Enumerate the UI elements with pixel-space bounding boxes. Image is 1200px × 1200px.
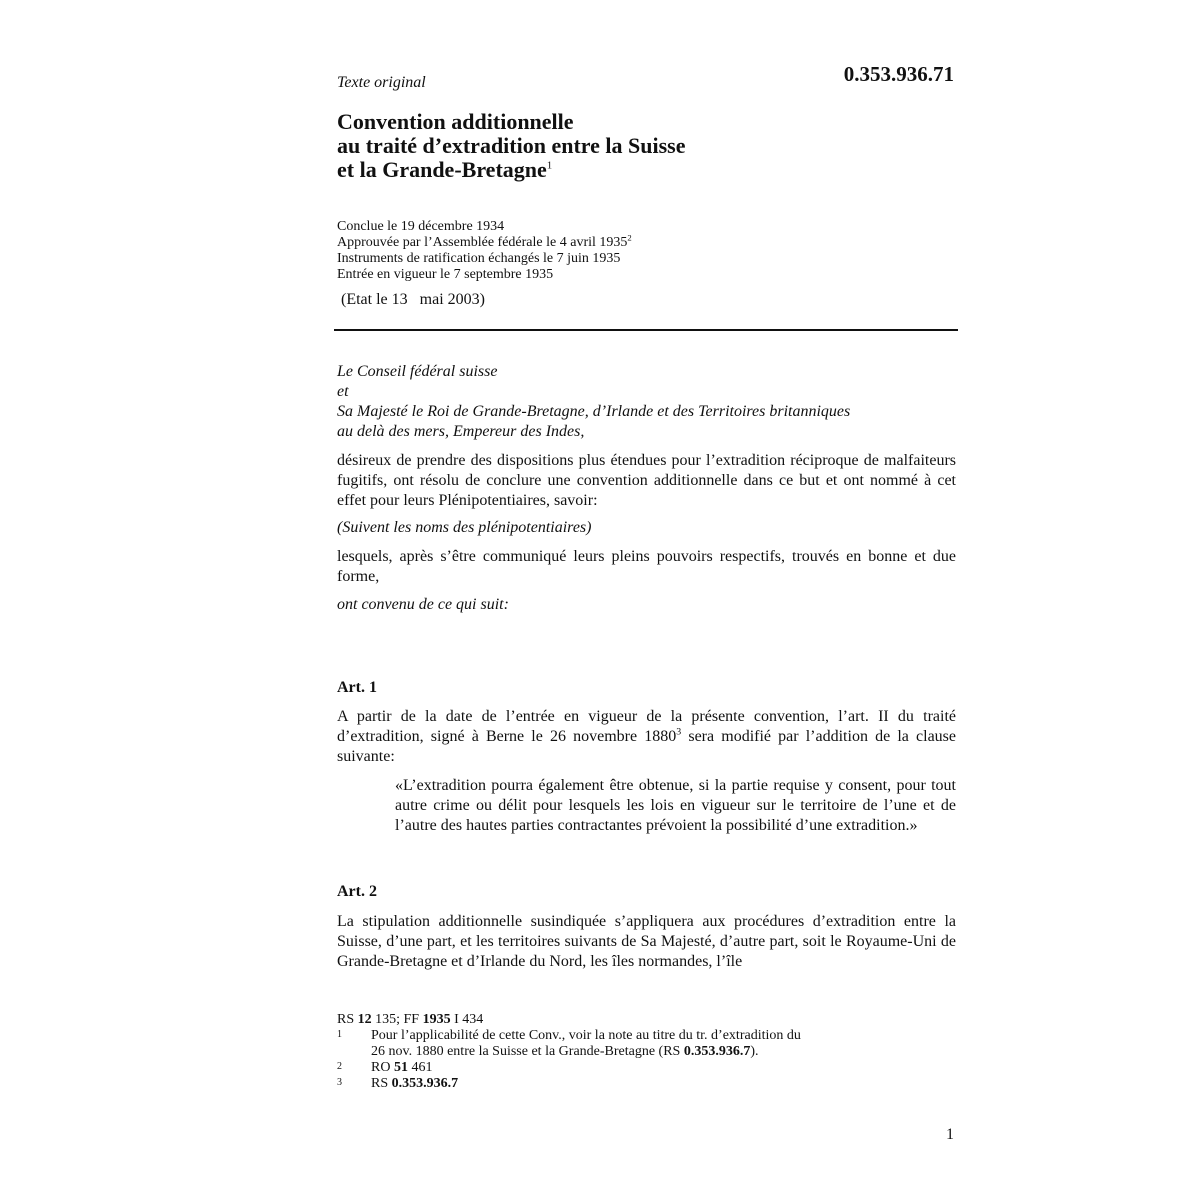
meta-instruments: Instruments de ratification échangés le 7 juin 1935 [337,251,621,266]
preamble-desireux: désireux de prendre des dispositions plus étendues pour l’extradition réciproque de malfaiteurs fugitifs, ont résolu de conclure une convention additionnelle dans ce but et ont nommé à cet effet pour leurs Plénipotentiaires, savoir: [337,452,956,509]
preamble-parties [337,362,956,442]
source-rs-volume: 12 [357,1012,372,1027]
article-1-quote: «L’extradition pourra également être obtenue, si la partie requise y consent, pour tout autre crime ou délit pour lesquels les lois en vigueur sur le territoire de l’une et de l’autre des hautes parties contractantes prévoient la possibilité d’une extradition.» [395,777,956,834]
footnote-3-number: 3 [337,1077,342,1088]
original-text-label: Texte original [337,74,426,91]
preamble-suivent: (Suivent les noms des plénipotentiaires) [337,519,592,536]
party-1: Le Conseil fédéral suisse [337,363,498,380]
footnote-1-text-a: Pour l’applicabilité de cette Conv., voir la note au titre du tr. d’extradition du [371,1028,801,1043]
source-rs-page: 135; FF [371,1012,423,1027]
article-1-text-a: A partir de la date de l’entrée en vigueur de la présente convention, l’art. II du traité d’extradition, signé à Berne le 26 novembre 1880 [337,708,956,745]
party-et: et [337,383,349,400]
footnote-3 [337,1076,897,1092]
footnote-2 [337,1060,897,1076]
treaty-metadata [337,219,632,283]
meta-approuvee: Approuvée par l’Assemblée fédérale le 4 avril 1935 [337,235,628,250]
footnote-1-number: 1 [337,1029,342,1040]
footnote-2-volume: 51 [393,1060,408,1075]
party-2-line-1: Sa Majesté le Roi de Grande-Bretagne, d’Irlande et des Territoires britanniques [337,403,851,420]
footnote-3-rs-link[interactable]: 0.353.936.7 [391,1076,459,1091]
party-2-line-2: au delà des mers, Empereur des Indes, [337,423,585,440]
article-2-text: La stipulation additionnelle susindiquée s’appliquera aux procédures d’extradition entre la Suisse, d’une part, et les territoires suivants de Sa Majesté, d’autre part, soit le Royaume-Uni de Grande-Bretagne et d’Irlande du Nord, les îles normandes, l’île [337,913,956,970]
header-divider [334,329,958,331]
title-line-1: Convention additionnelle [337,109,574,134]
article-2-heading: Art. 2 [337,883,377,900]
footnote-ref-3[interactable]: 3 [676,726,682,738]
article-1-text [337,707,956,767]
document-title [337,110,857,182]
meta-entree: Entrée en vigueur le 7 septembre 1935 [337,267,554,282]
article-1-heading: Art. 1 [337,679,377,696]
meta-state-date: (Etat le 13 mai 2003) [341,291,485,308]
sr-number: 0.353.936.71 [843,62,954,86]
article-1-text-b: sera modifié par l’addition de la clause suivante: [337,728,956,765]
source-rs-label: RS [337,1012,358,1027]
title-line-2: au traité d’extradition entre la Suisse [337,133,686,158]
footnote-ref-1[interactable]: 1 [546,159,553,172]
footnote-source [337,1012,897,1028]
source-ff-year: 1935 [422,1012,451,1027]
preamble-lesquels: lesquels, après s’être communiqué leurs pleins pouvoirs respectifs, trouvés en bonne et due forme, [337,548,956,585]
meta-conclue: Conclue le 19 décembre 1934 [337,219,505,234]
footnote-3-rs: RS [371,1076,392,1091]
page-number: 1 [946,1126,954,1143]
footnote-2-page: 461 [407,1060,433,1075]
title-line-3: et la Grande-Bretagne [337,157,547,182]
footnote-ref-2[interactable]: 2 [627,232,632,243]
source-ff-page: I 434 [450,1012,484,1027]
footnote-1-text-b: 26 nov. 1880 entre la Suisse et la Grande-Bretagne (RS [371,1044,684,1059]
footnote-2-ro: RO [371,1060,394,1075]
footnote-1-rs-link[interactable]: 0.353.936.7 [683,1044,751,1059]
footnote-2-number: 2 [337,1061,342,1072]
footnotes [337,1012,897,1092]
footnote-1-end: ). [750,1044,759,1059]
preamble-convenu: ont convenu de ce qui suit: [337,596,509,613]
footnote-1 [337,1028,897,1060]
